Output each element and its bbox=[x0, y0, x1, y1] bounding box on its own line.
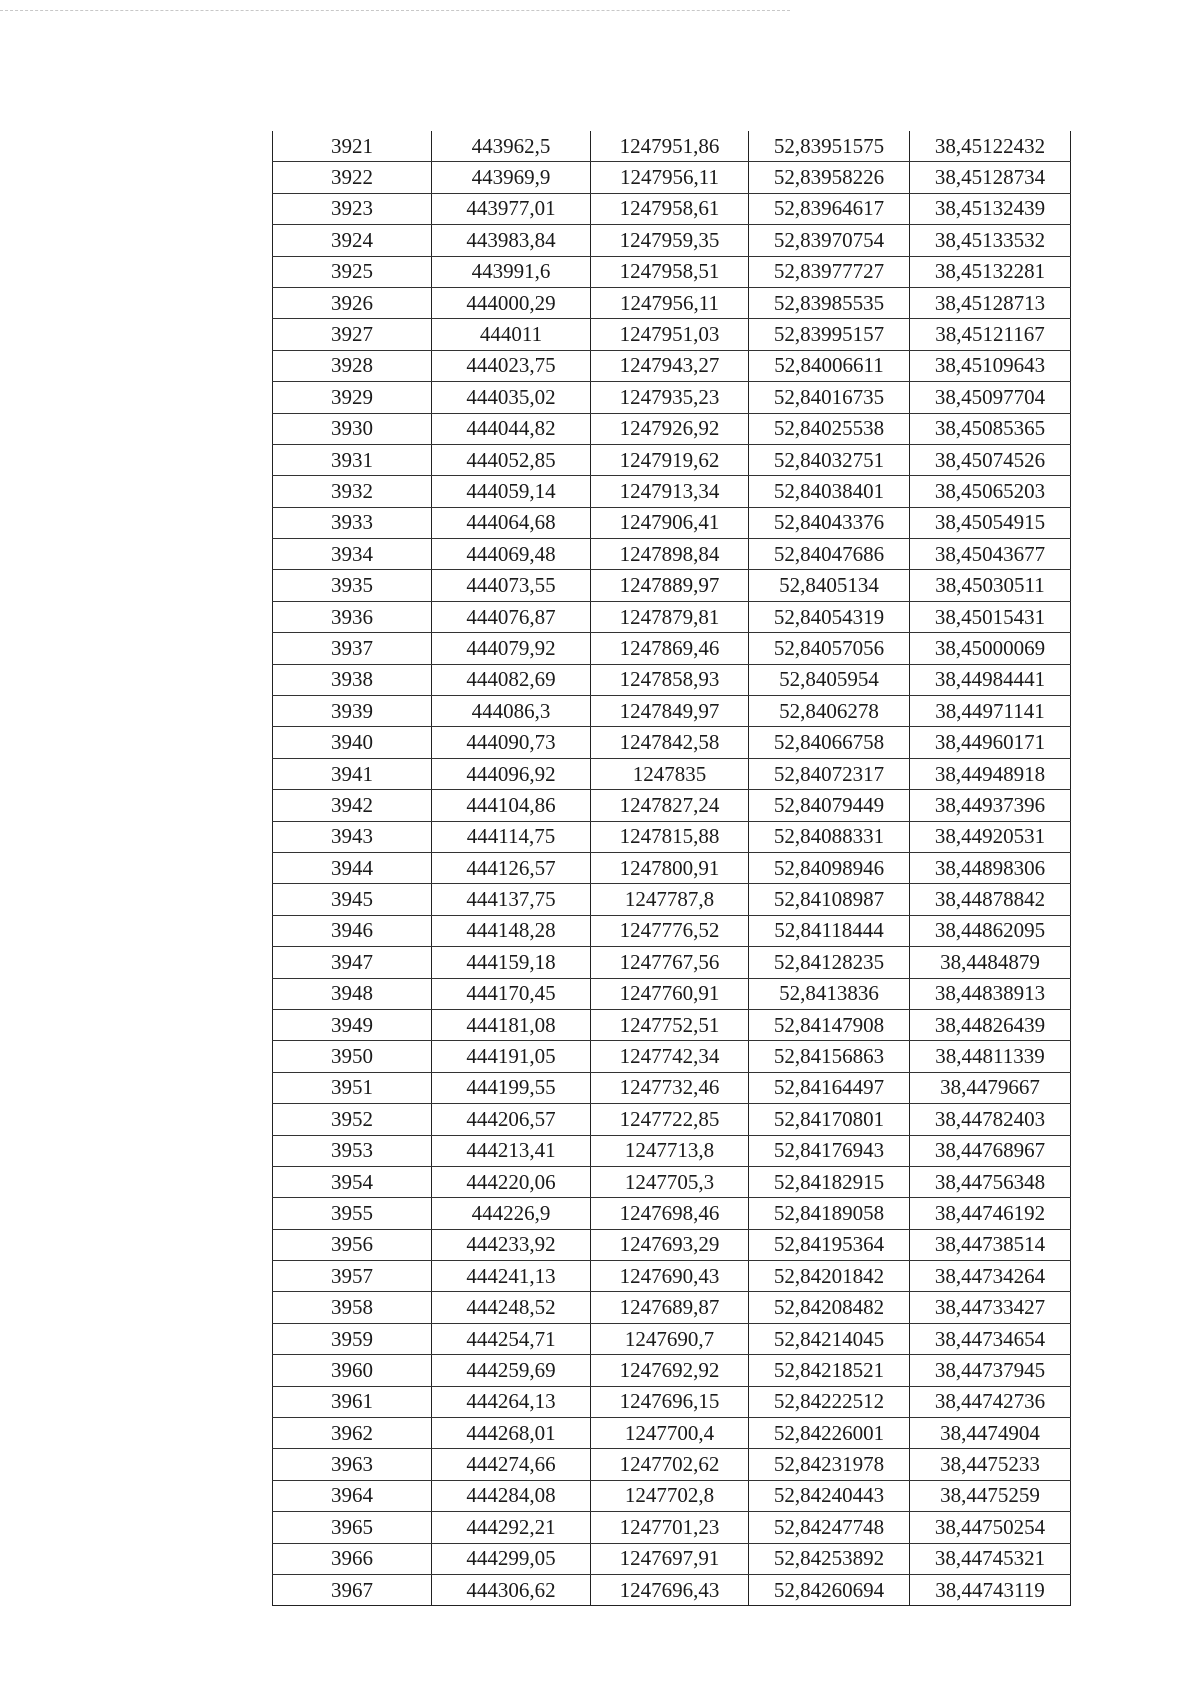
point-number-cell: 3926 bbox=[273, 287, 432, 318]
table-row bbox=[273, 758, 1071, 789]
point-number-cell: 3963 bbox=[273, 1449, 432, 1480]
table-row bbox=[273, 1574, 1071, 1605]
longitude-cell: 38,45132281 bbox=[910, 256, 1071, 287]
x-coordinate-cell: 443983,84 bbox=[432, 225, 591, 256]
table-row bbox=[273, 1198, 1071, 1229]
longitude-cell: 38,45133532 bbox=[910, 225, 1071, 256]
y-coordinate-cell: 1247858,93 bbox=[591, 664, 749, 695]
latitude-cell: 52,84260694 bbox=[749, 1574, 910, 1605]
latitude-cell: 52,84066758 bbox=[749, 727, 910, 758]
point-number-cell: 3961 bbox=[273, 1386, 432, 1417]
latitude-cell: 52,84247748 bbox=[749, 1512, 910, 1543]
longitude-cell: 38,44743119 bbox=[910, 1574, 1071, 1605]
x-coordinate-cell: 444011 bbox=[432, 319, 591, 350]
point-number-cell: 3934 bbox=[273, 539, 432, 570]
longitude-cell: 38,45132439 bbox=[910, 193, 1071, 224]
y-coordinate-cell: 1247815,88 bbox=[591, 821, 749, 852]
point-number-cell: 3962 bbox=[273, 1418, 432, 1449]
point-number-cell: 3940 bbox=[273, 727, 432, 758]
y-coordinate-cell: 1247800,91 bbox=[591, 852, 749, 883]
point-number-cell: 3935 bbox=[273, 570, 432, 601]
table-row bbox=[273, 1512, 1071, 1543]
point-number-cell: 3928 bbox=[273, 350, 432, 381]
latitude-cell: 52,84226001 bbox=[749, 1418, 910, 1449]
table-row bbox=[273, 1104, 1071, 1135]
x-coordinate-cell: 444241,13 bbox=[432, 1261, 591, 1292]
x-coordinate-cell: 444064,68 bbox=[432, 507, 591, 538]
point-number-cell: 3948 bbox=[273, 978, 432, 1009]
table-row bbox=[273, 1449, 1071, 1480]
latitude-cell: 52,84201842 bbox=[749, 1261, 910, 1292]
table-row bbox=[273, 350, 1071, 381]
y-coordinate-cell: 1247705,3 bbox=[591, 1166, 749, 1197]
y-coordinate-cell: 1247898,84 bbox=[591, 539, 749, 570]
y-coordinate-cell: 1247956,11 bbox=[591, 162, 749, 193]
longitude-cell: 38,44733427 bbox=[910, 1292, 1071, 1323]
latitude-cell: 52,84054319 bbox=[749, 601, 910, 632]
table-row bbox=[273, 633, 1071, 664]
longitude-cell: 38,44738514 bbox=[910, 1229, 1071, 1260]
table-row bbox=[273, 1418, 1071, 1449]
longitude-cell: 38,45121167 bbox=[910, 319, 1071, 350]
longitude-cell: 38,44920531 bbox=[910, 821, 1071, 852]
latitude-cell: 52,83970754 bbox=[749, 225, 910, 256]
x-coordinate-cell: 444126,57 bbox=[432, 852, 591, 883]
x-coordinate-cell: 444159,18 bbox=[432, 947, 591, 978]
point-number-cell: 3933 bbox=[273, 507, 432, 538]
table-row bbox=[273, 225, 1071, 256]
table-row bbox=[273, 978, 1071, 1009]
y-coordinate-cell: 1247693,29 bbox=[591, 1229, 749, 1260]
point-number-cell: 3959 bbox=[273, 1323, 432, 1354]
y-coordinate-cell: 1247827,24 bbox=[591, 790, 749, 821]
x-coordinate-cell: 444104,86 bbox=[432, 790, 591, 821]
y-coordinate-cell: 1247696,15 bbox=[591, 1386, 749, 1417]
point-number-cell: 3922 bbox=[273, 162, 432, 193]
point-number-cell: 3954 bbox=[273, 1166, 432, 1197]
table-row bbox=[273, 1292, 1071, 1323]
longitude-cell: 38,45128734 bbox=[910, 162, 1071, 193]
latitude-cell: 52,84147908 bbox=[749, 1009, 910, 1040]
point-number-cell: 3955 bbox=[273, 1198, 432, 1229]
point-number-cell: 3945 bbox=[273, 884, 432, 915]
point-number-cell: 3950 bbox=[273, 1041, 432, 1072]
point-number-cell: 3942 bbox=[273, 790, 432, 821]
longitude-cell: 38,45109643 bbox=[910, 350, 1071, 381]
point-number-cell: 3949 bbox=[273, 1009, 432, 1040]
longitude-cell: 38,45065203 bbox=[910, 476, 1071, 507]
coordinates-table bbox=[272, 131, 1071, 1606]
y-coordinate-cell: 1247951,03 bbox=[591, 319, 749, 350]
point-number-cell: 3947 bbox=[273, 947, 432, 978]
latitude-cell: 52,84214045 bbox=[749, 1323, 910, 1354]
x-coordinate-cell: 444274,66 bbox=[432, 1449, 591, 1480]
x-coordinate-cell: 444052,85 bbox=[432, 444, 591, 475]
x-coordinate-cell: 444073,55 bbox=[432, 570, 591, 601]
x-coordinate-cell: 444306,62 bbox=[432, 1574, 591, 1605]
x-coordinate-cell: 444220,06 bbox=[432, 1166, 591, 1197]
table-row bbox=[273, 1041, 1071, 1072]
x-coordinate-cell: 444148,28 bbox=[432, 915, 591, 946]
table-row bbox=[273, 1480, 1071, 1511]
table-row bbox=[273, 382, 1071, 413]
y-coordinate-cell: 1247690,43 bbox=[591, 1261, 749, 1292]
point-number-cell: 3923 bbox=[273, 193, 432, 224]
latitude-cell: 52,84072317 bbox=[749, 758, 910, 789]
x-coordinate-cell: 444170,45 bbox=[432, 978, 591, 1009]
latitude-cell: 52,8406278 bbox=[749, 696, 910, 727]
latitude-cell: 52,84032751 bbox=[749, 444, 910, 475]
point-number-cell: 3938 bbox=[273, 664, 432, 695]
x-coordinate-cell: 444213,41 bbox=[432, 1135, 591, 1166]
longitude-cell: 38,44745321 bbox=[910, 1543, 1071, 1574]
latitude-cell: 52,84176943 bbox=[749, 1135, 910, 1166]
point-number-cell: 3967 bbox=[273, 1574, 432, 1605]
longitude-cell: 38,45054915 bbox=[910, 507, 1071, 538]
latitude-cell: 52,84253892 bbox=[749, 1543, 910, 1574]
table-row bbox=[273, 162, 1071, 193]
point-number-cell: 3939 bbox=[273, 696, 432, 727]
point-number-cell: 3958 bbox=[273, 1292, 432, 1323]
table-row bbox=[273, 1009, 1071, 1040]
point-number-cell: 3966 bbox=[273, 1543, 432, 1574]
y-coordinate-cell: 1247696,43 bbox=[591, 1574, 749, 1605]
longitude-cell: 38,44737945 bbox=[910, 1355, 1071, 1386]
y-coordinate-cell: 1247752,51 bbox=[591, 1009, 749, 1040]
table-row bbox=[273, 1135, 1071, 1166]
table-row bbox=[273, 131, 1071, 162]
latitude-cell: 52,84128235 bbox=[749, 947, 910, 978]
x-coordinate-cell: 444090,73 bbox=[432, 727, 591, 758]
x-coordinate-cell: 444259,69 bbox=[432, 1355, 591, 1386]
longitude-cell: 38,44750254 bbox=[910, 1512, 1071, 1543]
longitude-cell: 38,45122432 bbox=[910, 131, 1071, 162]
longitude-cell: 38,44937396 bbox=[910, 790, 1071, 821]
longitude-cell: 38,44878842 bbox=[910, 884, 1071, 915]
table-row bbox=[273, 727, 1071, 758]
y-coordinate-cell: 1247835 bbox=[591, 758, 749, 789]
y-coordinate-cell: 1247713,8 bbox=[591, 1135, 749, 1166]
scan-edge-line bbox=[0, 10, 790, 11]
x-coordinate-cell: 443991,6 bbox=[432, 256, 591, 287]
table-row bbox=[273, 1323, 1071, 1354]
point-number-cell: 3941 bbox=[273, 758, 432, 789]
table-row bbox=[273, 476, 1071, 507]
y-coordinate-cell: 1247919,62 bbox=[591, 444, 749, 475]
latitude-cell: 52,84043376 bbox=[749, 507, 910, 538]
latitude-cell: 52,84038401 bbox=[749, 476, 910, 507]
y-coordinate-cell: 1247742,34 bbox=[591, 1041, 749, 1072]
point-number-cell: 3925 bbox=[273, 256, 432, 287]
point-number-cell: 3952 bbox=[273, 1104, 432, 1135]
longitude-cell: 38,44984441 bbox=[910, 664, 1071, 695]
y-coordinate-cell: 1247702,8 bbox=[591, 1480, 749, 1511]
x-coordinate-cell: 444264,13 bbox=[432, 1386, 591, 1417]
longitude-cell: 38,44862095 bbox=[910, 915, 1071, 946]
longitude-cell: 38,44811339 bbox=[910, 1041, 1071, 1072]
y-coordinate-cell: 1247889,97 bbox=[591, 570, 749, 601]
latitude-cell: 52,8405134 bbox=[749, 570, 910, 601]
x-coordinate-cell: 444000,29 bbox=[432, 287, 591, 318]
point-number-cell: 3921 bbox=[273, 131, 432, 162]
y-coordinate-cell: 1247722,85 bbox=[591, 1104, 749, 1135]
point-number-cell: 3965 bbox=[273, 1512, 432, 1543]
point-number-cell: 3931 bbox=[273, 444, 432, 475]
table-row bbox=[273, 947, 1071, 978]
x-coordinate-cell: 444299,05 bbox=[432, 1543, 591, 1574]
longitude-cell: 38,44768967 bbox=[910, 1135, 1071, 1166]
longitude-cell: 38,4474904 bbox=[910, 1418, 1071, 1449]
y-coordinate-cell: 1247760,91 bbox=[591, 978, 749, 1009]
longitude-cell: 38,44826439 bbox=[910, 1009, 1071, 1040]
table-row bbox=[273, 1072, 1071, 1103]
x-coordinate-cell: 444292,21 bbox=[432, 1512, 591, 1543]
latitude-cell: 52,84189058 bbox=[749, 1198, 910, 1229]
longitude-cell: 38,45000069 bbox=[910, 633, 1071, 664]
x-coordinate-cell: 444076,87 bbox=[432, 601, 591, 632]
y-coordinate-cell: 1247690,7 bbox=[591, 1323, 749, 1354]
latitude-cell: 52,84108987 bbox=[749, 884, 910, 915]
x-coordinate-cell: 444023,75 bbox=[432, 350, 591, 381]
coordinates-table-body bbox=[273, 131, 1071, 1606]
table-row bbox=[273, 444, 1071, 475]
table-row bbox=[273, 790, 1071, 821]
y-coordinate-cell: 1247926,92 bbox=[591, 413, 749, 444]
x-coordinate-cell: 444044,82 bbox=[432, 413, 591, 444]
x-coordinate-cell: 443977,01 bbox=[432, 193, 591, 224]
y-coordinate-cell: 1247776,52 bbox=[591, 915, 749, 946]
table-row bbox=[273, 884, 1071, 915]
x-coordinate-cell: 444069,48 bbox=[432, 539, 591, 570]
x-coordinate-cell: 444226,9 bbox=[432, 1198, 591, 1229]
point-number-cell: 3960 bbox=[273, 1355, 432, 1386]
longitude-cell: 38,44971141 bbox=[910, 696, 1071, 727]
y-coordinate-cell: 1247906,41 bbox=[591, 507, 749, 538]
y-coordinate-cell: 1247956,11 bbox=[591, 287, 749, 318]
x-coordinate-cell: 444199,55 bbox=[432, 1072, 591, 1103]
table-row bbox=[273, 256, 1071, 287]
y-coordinate-cell: 1247951,86 bbox=[591, 131, 749, 162]
table-row bbox=[273, 821, 1071, 852]
latitude-cell: 52,83951575 bbox=[749, 131, 910, 162]
table-row bbox=[273, 539, 1071, 570]
latitude-cell: 52,84218521 bbox=[749, 1355, 910, 1386]
longitude-cell: 38,44838913 bbox=[910, 978, 1071, 1009]
longitude-cell: 38,44756348 bbox=[910, 1166, 1071, 1197]
table-row bbox=[273, 193, 1071, 224]
table-row bbox=[273, 1229, 1071, 1260]
x-coordinate-cell: 444086,3 bbox=[432, 696, 591, 727]
longitude-cell: 38,4475259 bbox=[910, 1480, 1071, 1511]
longitude-cell: 38,44734654 bbox=[910, 1323, 1071, 1354]
table-row bbox=[273, 507, 1071, 538]
point-number-cell: 3929 bbox=[273, 382, 432, 413]
latitude-cell: 52,84057056 bbox=[749, 633, 910, 664]
latitude-cell: 52,84170801 bbox=[749, 1104, 910, 1135]
point-number-cell: 3964 bbox=[273, 1480, 432, 1511]
latitude-cell: 52,84025538 bbox=[749, 413, 910, 444]
table-row bbox=[273, 1261, 1071, 1292]
table-row bbox=[273, 319, 1071, 350]
latitude-cell: 52,84182915 bbox=[749, 1166, 910, 1197]
latitude-cell: 52,84222512 bbox=[749, 1386, 910, 1417]
latitude-cell: 52,84240443 bbox=[749, 1480, 910, 1511]
point-number-cell: 3937 bbox=[273, 633, 432, 664]
point-number-cell: 3951 bbox=[273, 1072, 432, 1103]
latitude-cell: 52,84231978 bbox=[749, 1449, 910, 1480]
latitude-cell: 52,8413836 bbox=[749, 978, 910, 1009]
x-coordinate-cell: 443969,9 bbox=[432, 162, 591, 193]
point-number-cell: 3943 bbox=[273, 821, 432, 852]
longitude-cell: 38,45043677 bbox=[910, 539, 1071, 570]
longitude-cell: 38,44734264 bbox=[910, 1261, 1071, 1292]
latitude-cell: 52,84208482 bbox=[749, 1292, 910, 1323]
latitude-cell: 52,8405954 bbox=[749, 664, 910, 695]
longitude-cell: 38,45085365 bbox=[910, 413, 1071, 444]
x-coordinate-cell: 444114,75 bbox=[432, 821, 591, 852]
x-coordinate-cell: 444191,05 bbox=[432, 1041, 591, 1072]
longitude-cell: 38,44742736 bbox=[910, 1386, 1071, 1417]
point-number-cell: 3956 bbox=[273, 1229, 432, 1260]
longitude-cell: 38,45030511 bbox=[910, 570, 1071, 601]
y-coordinate-cell: 1247869,46 bbox=[591, 633, 749, 664]
table-row bbox=[273, 1166, 1071, 1197]
longitude-cell: 38,4475233 bbox=[910, 1449, 1071, 1480]
table-row bbox=[273, 601, 1071, 632]
point-number-cell: 3927 bbox=[273, 319, 432, 350]
latitude-cell: 52,84156863 bbox=[749, 1041, 910, 1072]
latitude-cell: 52,84164497 bbox=[749, 1072, 910, 1103]
y-coordinate-cell: 1247959,35 bbox=[591, 225, 749, 256]
y-coordinate-cell: 1247958,51 bbox=[591, 256, 749, 287]
latitude-cell: 52,84047686 bbox=[749, 539, 910, 570]
y-coordinate-cell: 1247767,56 bbox=[591, 947, 749, 978]
latitude-cell: 52,84118444 bbox=[749, 915, 910, 946]
table-row bbox=[273, 852, 1071, 883]
latitude-cell: 52,84079449 bbox=[749, 790, 910, 821]
latitude-cell: 52,83985535 bbox=[749, 287, 910, 318]
latitude-cell: 52,84006611 bbox=[749, 350, 910, 381]
longitude-cell: 38,44898306 bbox=[910, 852, 1071, 883]
longitude-cell: 38,45128713 bbox=[910, 287, 1071, 318]
point-number-cell: 3953 bbox=[273, 1135, 432, 1166]
x-coordinate-cell: 444079,92 bbox=[432, 633, 591, 664]
y-coordinate-cell: 1247698,46 bbox=[591, 1198, 749, 1229]
y-coordinate-cell: 1247732,46 bbox=[591, 1072, 749, 1103]
table-row bbox=[273, 915, 1071, 946]
y-coordinate-cell: 1247700,4 bbox=[591, 1418, 749, 1449]
y-coordinate-cell: 1247879,81 bbox=[591, 601, 749, 632]
point-number-cell: 3944 bbox=[273, 852, 432, 883]
table-row bbox=[273, 570, 1071, 601]
table-row bbox=[273, 287, 1071, 318]
latitude-cell: 52,83995157 bbox=[749, 319, 910, 350]
x-coordinate-cell: 444284,08 bbox=[432, 1480, 591, 1511]
x-coordinate-cell: 444181,08 bbox=[432, 1009, 591, 1040]
latitude-cell: 52,84016735 bbox=[749, 382, 910, 413]
y-coordinate-cell: 1247692,92 bbox=[591, 1355, 749, 1386]
longitude-cell: 38,44960171 bbox=[910, 727, 1071, 758]
x-coordinate-cell: 443962,5 bbox=[432, 131, 591, 162]
table-row bbox=[273, 1386, 1071, 1417]
latitude-cell: 52,84195364 bbox=[749, 1229, 910, 1260]
table-row bbox=[273, 664, 1071, 695]
point-number-cell: 3936 bbox=[273, 601, 432, 632]
y-coordinate-cell: 1247701,23 bbox=[591, 1512, 749, 1543]
y-coordinate-cell: 1247702,62 bbox=[591, 1449, 749, 1480]
longitude-cell: 38,44782403 bbox=[910, 1104, 1071, 1135]
y-coordinate-cell: 1247697,91 bbox=[591, 1543, 749, 1574]
longitude-cell: 38,4484879 bbox=[910, 947, 1071, 978]
longitude-cell: 38,44948918 bbox=[910, 758, 1071, 789]
x-coordinate-cell: 444035,02 bbox=[432, 382, 591, 413]
table-row bbox=[273, 413, 1071, 444]
longitude-cell: 38,44746192 bbox=[910, 1198, 1071, 1229]
x-coordinate-cell: 444082,69 bbox=[432, 664, 591, 695]
point-number-cell: 3957 bbox=[273, 1261, 432, 1292]
y-coordinate-cell: 1247943,27 bbox=[591, 350, 749, 381]
y-coordinate-cell: 1247958,61 bbox=[591, 193, 749, 224]
longitude-cell: 38,45074526 bbox=[910, 444, 1071, 475]
table-row bbox=[273, 696, 1071, 727]
x-coordinate-cell: 444254,71 bbox=[432, 1323, 591, 1354]
x-coordinate-cell: 444268,01 bbox=[432, 1418, 591, 1449]
latitude-cell: 52,84088331 bbox=[749, 821, 910, 852]
table-row bbox=[273, 1543, 1071, 1574]
y-coordinate-cell: 1247913,34 bbox=[591, 476, 749, 507]
point-number-cell: 3946 bbox=[273, 915, 432, 946]
table-row bbox=[273, 1355, 1071, 1386]
latitude-cell: 52,83964617 bbox=[749, 193, 910, 224]
x-coordinate-cell: 444137,75 bbox=[432, 884, 591, 915]
x-coordinate-cell: 444096,92 bbox=[432, 758, 591, 789]
y-coordinate-cell: 1247689,87 bbox=[591, 1292, 749, 1323]
y-coordinate-cell: 1247787,8 bbox=[591, 884, 749, 915]
point-number-cell: 3930 bbox=[273, 413, 432, 444]
x-coordinate-cell: 444233,92 bbox=[432, 1229, 591, 1260]
y-coordinate-cell: 1247849,97 bbox=[591, 696, 749, 727]
x-coordinate-cell: 444059,14 bbox=[432, 476, 591, 507]
y-coordinate-cell: 1247842,58 bbox=[591, 727, 749, 758]
latitude-cell: 52,83958226 bbox=[749, 162, 910, 193]
latitude-cell: 52,83977727 bbox=[749, 256, 910, 287]
x-coordinate-cell: 444206,57 bbox=[432, 1104, 591, 1135]
point-number-cell: 3932 bbox=[273, 476, 432, 507]
longitude-cell: 38,45015431 bbox=[910, 601, 1071, 632]
point-number-cell: 3924 bbox=[273, 225, 432, 256]
longitude-cell: 38,4479667 bbox=[910, 1072, 1071, 1103]
x-coordinate-cell: 444248,52 bbox=[432, 1292, 591, 1323]
longitude-cell: 38,45097704 bbox=[910, 382, 1071, 413]
latitude-cell: 52,84098946 bbox=[749, 852, 910, 883]
y-coordinate-cell: 1247935,23 bbox=[591, 382, 749, 413]
